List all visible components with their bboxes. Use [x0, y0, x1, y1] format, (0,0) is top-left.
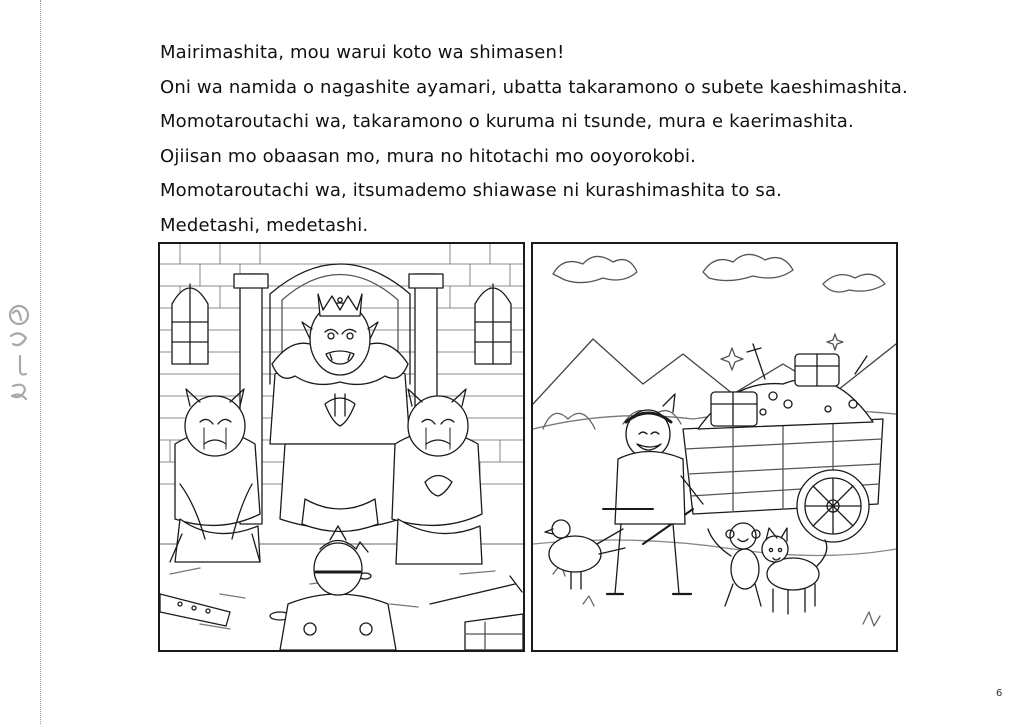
- page-number: 6: [996, 688, 1003, 699]
- story-line-6: Medetashi, medetashi.: [160, 214, 369, 236]
- oni-apology-scene-illustration-icon: [160, 244, 523, 650]
- treasure-cart-return-illustration-icon: [533, 244, 896, 650]
- vertical-outline-hiragana-logo-icon: [4, 300, 34, 410]
- story-line-1: Mairimashita, mou warui koto wa shimasen!: [160, 42, 565, 63]
- story-line-2: Oni wa namida o nagashite ayamari, ubatta takaramono o subete kaeshimashita.: [160, 76, 908, 98]
- story-line-5: Momotaroutachi wa, itsumademo shiawase ni kurashimashita to sa.: [160, 180, 782, 201]
- illustration-treasure-return: [531, 242, 898, 652]
- binding-guide-line: [40, 0, 41, 724]
- story-line-3: Momotaroutachi wa, takaramono o kuruma ni tsunde, mura e kaerimashita.: [160, 111, 854, 132]
- story-line-4: Ojiisan mo obaasan mo, mura no hitotachi mo ooyorokobi.: [160, 145, 697, 167]
- illustration-oni-apology: [158, 242, 525, 652]
- story-text: [160, 36, 1000, 243]
- side-label-logo: [4, 300, 34, 410]
